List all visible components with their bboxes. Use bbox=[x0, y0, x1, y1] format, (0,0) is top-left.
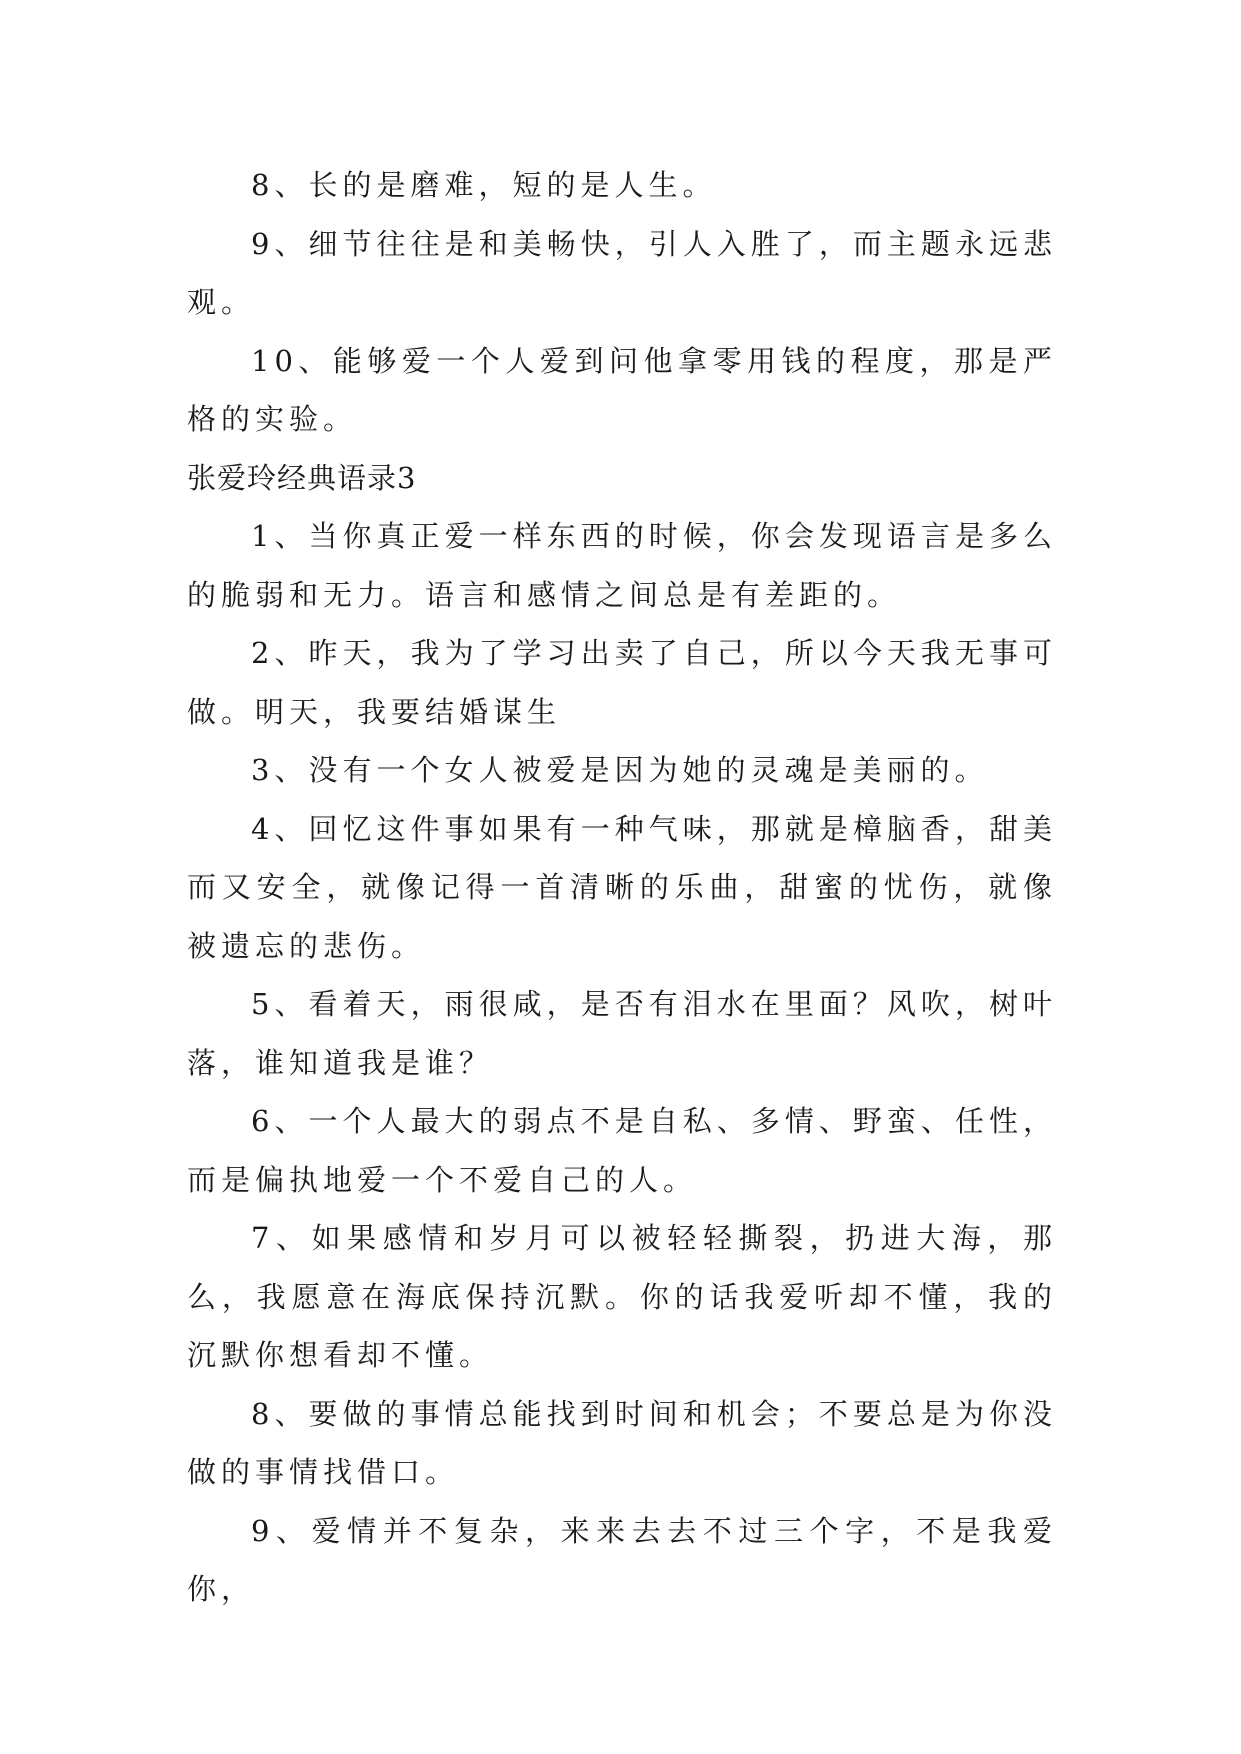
quote-paragraph: 9、细节往往是和美畅快，引人入胜了，而主题永远悲观。 bbox=[187, 226, 1057, 319]
section-heading: 张爱玲经典语录3 bbox=[187, 460, 417, 495]
quote-paragraph: 10、能够爱一个人爱到问他拿零用钱的程度，那是严格的实验。 bbox=[187, 343, 1057, 436]
quote-paragraph: 6、一个人最大的弱点不是自私、多情、野蛮、任性，而是偏执地爱一个不爱自己的人。 bbox=[187, 1104, 1057, 1197]
quote-paragraph: 8、长的是磨难，短的是人生。 bbox=[251, 168, 717, 202]
quote-paragraph: 9、爱情并不复杂，来来去去不过三个字，不是我爱你， bbox=[187, 1513, 1057, 1606]
quote-paragraph: 3、没有一个女人被爱是因为她的灵魂是美丽的。 bbox=[251, 753, 989, 787]
quote-paragraph: 5、看着天，雨很咸，是否有泪水在里面？风吹，树叶落，谁知道我是谁？ bbox=[187, 987, 1057, 1080]
document-body bbox=[187, 156, 1057, 1619]
quote-paragraph: 8、要做的事情总能找到时间和机会；不要总是为你没做的事情找借口。 bbox=[187, 1396, 1057, 1489]
quote-paragraph: 7、如果感情和岁月可以被轻轻撕裂，扔进大海，那么，我愿意在海底保持沉默。你的话我爱听却不懂，我的沉默你想看却不懂。 bbox=[187, 1221, 1057, 1372]
quote-paragraph: 4、回忆这件事如果有一种气味，那就是樟脑香，甜美而又安全，就像记得一首清晰的乐曲，甜蜜的忧伤，就像被遗忘的悲伤。 bbox=[187, 811, 1057, 963]
quote-paragraph: 2、昨天，我为了学习出卖了自己，所以今天我无事可做。明天，我要结婚谋生 bbox=[187, 636, 1057, 729]
quote-paragraph: 1、当你真正爱一样东西的时候，你会发现语言是多么的脆弱和无力。语言和感情之间总是有差距的。 bbox=[187, 519, 1057, 612]
